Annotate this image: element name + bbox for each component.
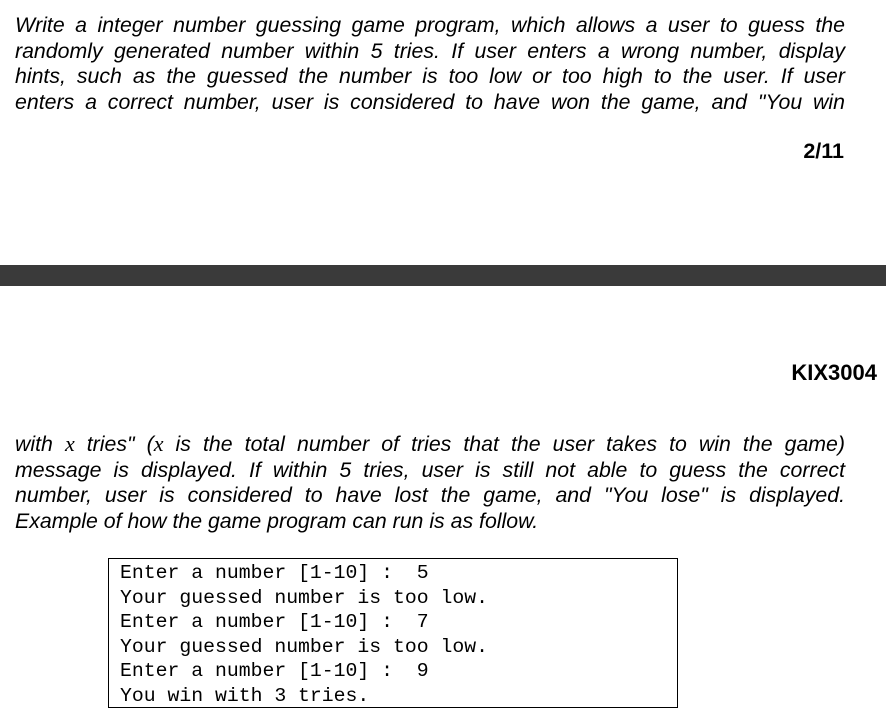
paragraph-line: randomly generated number within 5 tries. If user enters a wrong number, display	[15, 38, 845, 63]
paragraph-line: hints, such as the guessed the number is too low or too high to the user. If user	[15, 64, 845, 88]
question-paragraph-top	[15, 13, 845, 115]
page-break-bar	[0, 265, 886, 286]
console-line: Enter a number [1-10] : 9	[120, 660, 429, 683]
paragraph-line: enters a correct number, user is considered to have won the game, and "You win	[15, 89, 845, 114]
console-line: Enter a number [1-10] : 5	[120, 562, 429, 584]
paragraph-line	[15, 431, 845, 458]
variable-x: x	[153, 431, 164, 456]
paragraph-line: Example of how the game program can run is as follow.	[15, 508, 539, 533]
course-code-header: KIX3004	[791, 360, 877, 385]
variable-x: x	[64, 431, 75, 456]
question-paragraph-bottom	[15, 431, 845, 534]
console-line: Your guessed number is too low.	[120, 586, 488, 609]
paragraph-line: message is displayed. If within 5 tries, user is still not able to guess the correct	[15, 457, 845, 482]
console-line: Enter a number [1-10] : 7	[120, 611, 429, 634]
paragraph-text: tries" (	[74, 432, 154, 456]
paragraph-line: number, user is considered to have lost the game, and "You lose" is displayed.	[15, 483, 845, 507]
page-number: 2/11	[803, 139, 844, 163]
paragraph-text: with	[15, 432, 65, 456]
console-line: You win with 3 tries.	[120, 684, 370, 707]
paragraph-line: Write a integer number guessing game program, which allows a user to guess the	[15, 13, 845, 37]
paragraph-text: is the total number of tries that the user takes to win the game)	[163, 432, 845, 456]
console-line: Your guessed number is too low.	[120, 635, 488, 658]
console-output-example	[108, 558, 678, 708]
